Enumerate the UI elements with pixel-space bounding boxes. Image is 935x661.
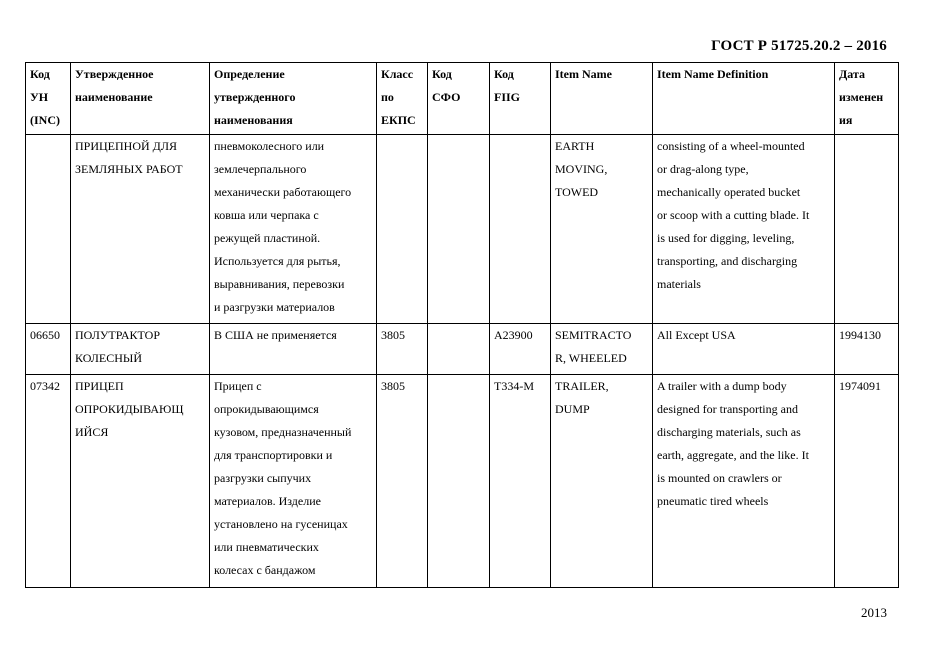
column-header-inc: Код УН (INC) (26, 63, 71, 135)
cell-definition: В США не применяется (210, 324, 377, 375)
cell-item-definition: consisting of a wheel-mounted or drag-along type, mechanically operated bucket or scoop with a cutting blade. It is used for digging, leveling, transporting, and discharging materials (653, 135, 835, 324)
cell-date (835, 135, 899, 324)
page-number: 2013 (861, 605, 887, 620)
cell-definition: Прицеп с опрокидывающимся кузовом, предназначенный для транспортировки и разгрузки сыпучих материалов. Изделие установлено на гусеницах или пневматических колесах с бандажом (210, 375, 377, 588)
table-row (26, 375, 899, 588)
cell-fiig: A23900 (490, 324, 551, 375)
table-row (26, 135, 899, 324)
cell-inc: 06650 (26, 324, 71, 375)
cell-date: 1974091 (835, 375, 899, 588)
cell-definition: пневмоколесного или землечерпального механически работающего ковша или черпака с режущей пластиной. Используется для рытья, выравнивания, перевозки и разгрузки материалов (210, 135, 377, 324)
cell-approved-name: ПРИЦЕПНОЙ ДЛЯ ЗЕМЛЯНЫХ РАБОТ (71, 135, 210, 324)
column-header-sfo: Код СФО (428, 63, 490, 135)
column-header-fiig: Код FIIG (490, 63, 551, 135)
cell-item-definition: All Except USA (653, 324, 835, 375)
column-header-item-definition: Item Name Definition (653, 63, 835, 135)
column-header-date: Дата изменен ия (835, 63, 899, 135)
cell-approved-name: ПРИЦЕП ОПРОКИДЫВАЮЩ ИЙСЯ (71, 375, 210, 588)
cell-fiig: T334-M (490, 375, 551, 588)
cell-item-name: TRAILER, DUMP (551, 375, 653, 588)
cell-item-name: SEMITRACTO R, WHEELED (551, 324, 653, 375)
data-table (25, 62, 899, 588)
cell-class: 3805 (377, 375, 428, 588)
cell-sfo (428, 135, 490, 324)
cell-date: 1994130 (835, 324, 899, 375)
column-header-class: Класс по ЕКПС (377, 63, 428, 135)
cell-sfo (428, 324, 490, 375)
table-header-row (26, 63, 899, 135)
cell-approved-name: ПОЛУТРАКТОР КОЛЕСНЫЙ (71, 324, 210, 375)
cell-class (377, 135, 428, 324)
cell-inc (26, 135, 71, 324)
cell-class: 3805 (377, 324, 428, 375)
cell-item-name: EARTH MOVING, TOWED (551, 135, 653, 324)
cell-item-definition: A trailer with a dump body designed for transporting and discharging materials, such as earth, aggregate, and the like. It is mounted on crawlers or pneumatic tired wheels (653, 375, 835, 588)
cell-inc: 07342 (26, 375, 71, 588)
column-header-approved-name: Утвержденное наименование (71, 63, 210, 135)
column-header-item-name: Item Name (551, 63, 653, 135)
cell-fiig (490, 135, 551, 324)
table-row (26, 324, 899, 375)
column-header-definition: Определение утвержденного наименования (210, 63, 377, 135)
cell-sfo (428, 375, 490, 588)
document-standard-header: ГОСТ Р 51725.20.2 – 2016 (711, 38, 887, 54)
